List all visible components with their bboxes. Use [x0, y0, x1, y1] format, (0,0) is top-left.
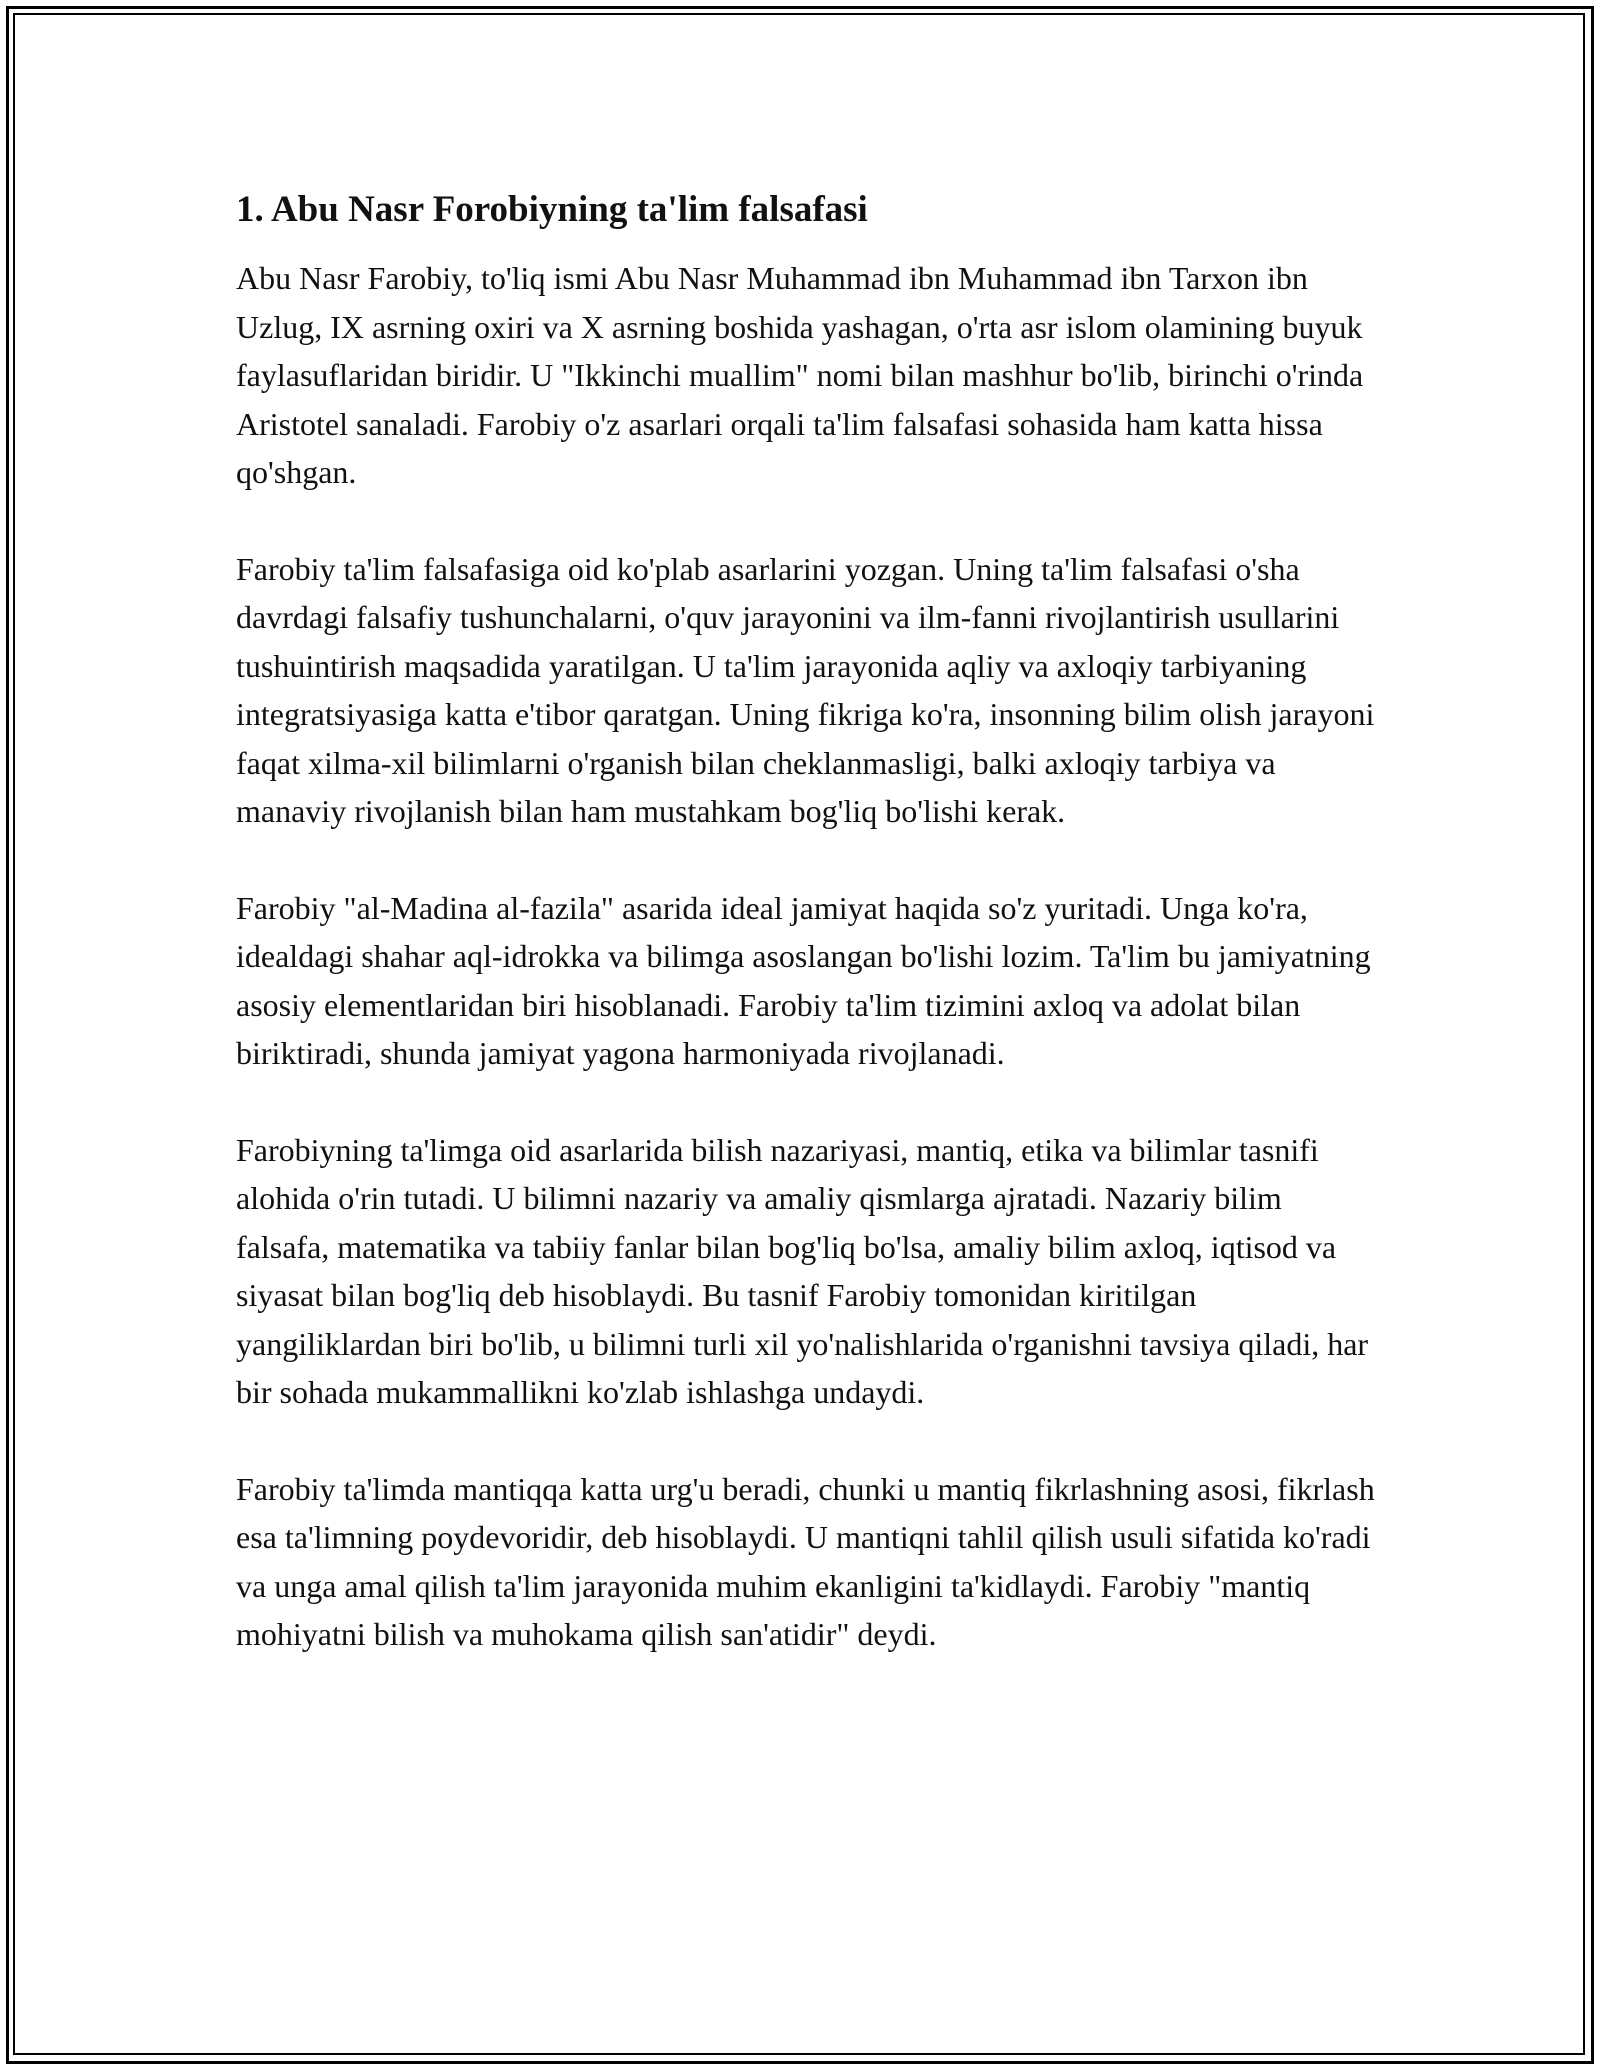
paragraph-2: Farobiy ta'lim falsafasiga oid ko'plab asarlarini yozgan. Uning ta'lim falsafasi o'sha davrdagi falsafiy tushunchalarni, o'quv jarayonini va ilm-fanni rivojlantirish usullarini tushuintirish maqsadida yaratilgan. U ta'lim jarayonida aqliy va axloqiy tarbiyaning integratsiyasiga katta e'tibor qaratgan. Uning fikriga ko'ra, insonning bilim olish jarayoni faqat xilma-xil bilimlarni o'rganish bilan cheklanmasligi, balki axloqiy tarbiya va manaviy rivojlanish bilan ham mustahkam bog'liq bo'lishi kerak.: [236, 550, 1375, 829]
paragraph-1: Abu Nasr Farobiy, to'liq ismi Abu Nasr Muhammad ibn Muhammad ibn Tarxon ibn Uzlug, IX asrning oxiri va X asrning boshida yashagan, o'rta asr islom olamining buyuk faylasuflaridan biridir. U "Ikkinchi muallim" nomi bilan mashhur bo'lib, birinchi o'rinda Aristotel sanaladi. Farobiy o'z asarlari orqali ta'lim falsafasi sohasida ham katta hissa qo'shgan.: [236, 260, 1364, 490]
paragraph-4: Farobiyning ta'limga oid asarlarida bilish nazariyasi, mantiq, etika va bilimlar tasnifi alohida o'rin tutadi. U bilimni nazariy va amaliy qismlarga ajratadi. Nazariy bilim falsafa, matematika va tabiiy fanlar bilan bog'liq bo'lsa, amaliy bilim axloq, iqtisod va siyasat bilan bog'liq deb hisoblaydi. Bu tasnif Farobiy tomonidan kiritilgan yangiliklardan biri bo'lib, u bilimni turli xil yo'nalishlarida o'rganishni tavsiya qiladi, har bir sohada mukammallikni ko'zlab ishlashga undaydi.: [236, 1131, 1369, 1410]
document-body: [236, 184, 1376, 1707]
paragraph-3: Farobiy "al-Madina al-fazila" asarida ideal jamiyat haqida so'z yuritadi. Unga ko'ra, idealdagi shahar aql-idrokka va bilimga asoslangan bo'lishi lozim. Ta'lim bu jamiyatning asosiy elementlaridan biri hisoblanadi. Farobiy ta'lim tizimini axloq va adolat bilan biriktiradi, shunda jamiyat yagona harmoniyada rivojlanadi.: [236, 889, 1371, 1071]
document-title: 1. Abu Nasr Forobiyning ta'lim falsafasi: [236, 189, 868, 230]
paragraph-5: Farobiy ta'limda mantiqqa katta urg'u beradi, chunki u mantiq fikrlashning asosi, fikrlash esa ta'limning poydevoridir, deb hisoblaydi. U mantiqni tahlil qilish usuli sifatida ko'radi va unga amal qilish ta'lim jarayonida muhim ekanligini ta'kidlaydi. Farobiy "mantiq mohiyatni bilish va muhokama qilish san'atidir" deydi.: [236, 1470, 1375, 1652]
